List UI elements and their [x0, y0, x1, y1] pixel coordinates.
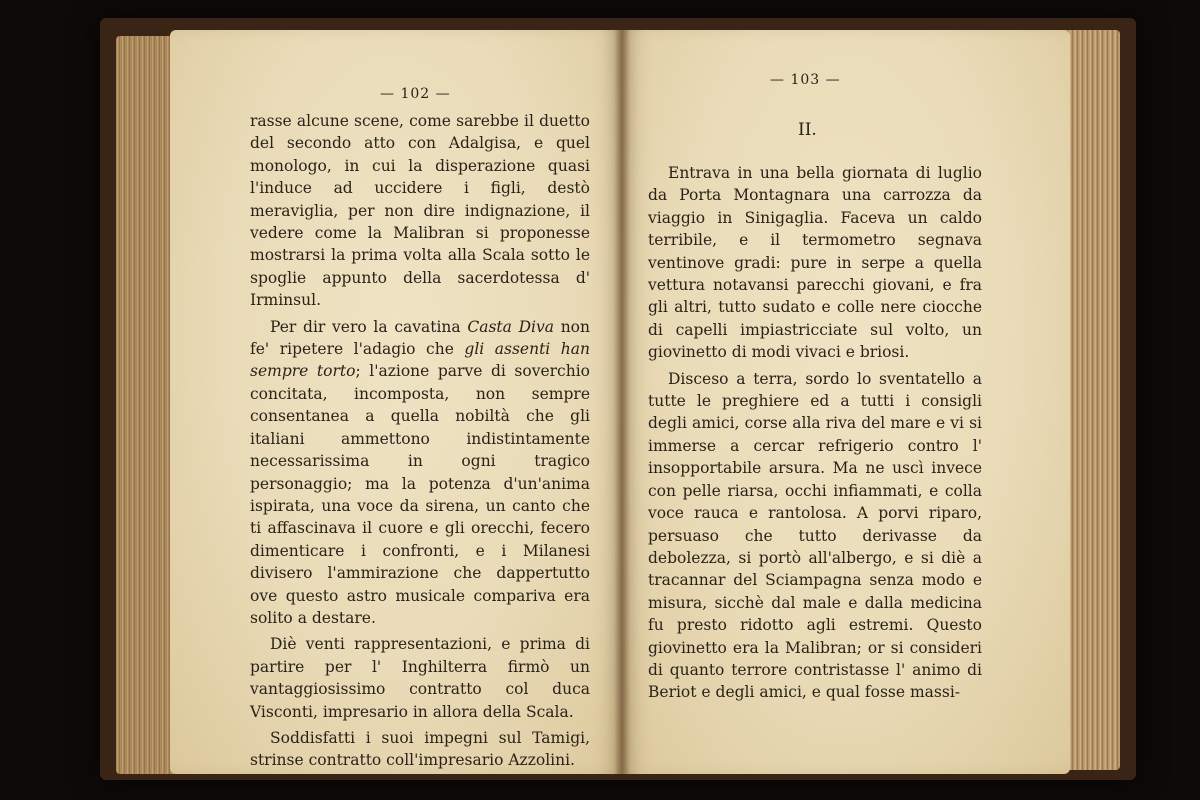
page-edges-left: [116, 36, 178, 774]
right-page-text: [648, 162, 982, 704]
text-run: Disceso a terra, sordo lo sventatello a tutte le preghiere ed a tutti i consigli degli amici, corse alla riva del mare e vi si immerse a cercar refrigerio contro l' insopportabile arsura. Ma ne uscì invece con pelle riarsa, occhi infiammati, e colla voce rauca e rantolosa. A porvi riparo, persuaso che tutto derivasse da debolezza, si portò all'albergo, e si diè a tracannar del Sciampagna senza modo e misura, sicchè dal male e dalla medicina fu presto ridotto agli estremi. Questo giovinetto era la Malibran; or si consideri di quanto terrore contristasse l' animo di Beriot e degli amici, e qual fosse massi-: [648, 369, 982, 702]
chapter-heading: II.: [798, 120, 817, 140]
paragraph: [250, 633, 590, 723]
text-run: ; l'azione parve di soverchio concitata, incomposta, non sempre consentanea a quella nobiltà che gli italiani ammettono indistintamente necessarissima in ogni tragico personaggio; ma la potenza d'un'anima ispirata, una voce da sirena, un canto che ti affascinava il cuore e gli orecchi, fecero dimenticare i confronti, e i Milanesi divisero l'ammirazione che dappertutto ove questo astro musicale compariva era solito a destare.: [250, 362, 590, 627]
paragraph: [250, 727, 590, 772]
paragraph: [250, 316, 590, 630]
page-edges-right: [1064, 30, 1120, 770]
italic-text: Casta Diva: [467, 317, 554, 336]
text-run: Soddisfatti i suoi impegni sul Tamigi, strinse contratto coll'impresario Azzolini.: [250, 728, 590, 770]
text-run: Diè venti rappresentazioni, e prima di partire per l' Inghilterra firmò un vantaggiosissimo contratto col duca Visconti, impresario in allora della Scala.: [250, 635, 590, 721]
page-number-left: — 102 —: [380, 86, 451, 102]
text-run: rasse alcune scene, come sarebbe il duetto del secondo atto con Adalgisa, e quel monologo, in cui la disperazione quasi l'induce ad uccidere i figli, destò meraviglia, per non dire indignazione, il vedere come la Malibran si proponesse mostrarsi la prima volta alla Scala sotto le spoglie appunto della sacerdotessa d' Irminsul.: [250, 112, 590, 310]
italic-text: gli assenti han sempre torto: [250, 340, 590, 381]
paragraph: [648, 162, 982, 364]
text-run: Entrava in una bella giornata di luglio da Porta Montagnara una carrozza da viaggio in Sinigaglia. Faceva un caldo terribile, e il termometro segnava ventinove gradi: pure in serpe a quella vettura notavansi parecchi giovani, e fra gli altri, tutto sudato e colle nere ciocche di capelli impiastricciate sul volto, un giovinetto di modi vivaci e briosi.: [648, 164, 982, 362]
paragraph: [648, 368, 982, 704]
text-run: Per dir vero la cavatina: [270, 317, 468, 336]
left-page: [170, 30, 622, 774]
paragraph: [250, 110, 590, 312]
right-page: [622, 30, 1070, 774]
book-gutter: [614, 30, 630, 774]
text-run: non fe' ripetere l'adagio che: [250, 317, 590, 359]
left-page-text: [250, 110, 590, 772]
page-number-right: — 103 —: [770, 72, 841, 88]
